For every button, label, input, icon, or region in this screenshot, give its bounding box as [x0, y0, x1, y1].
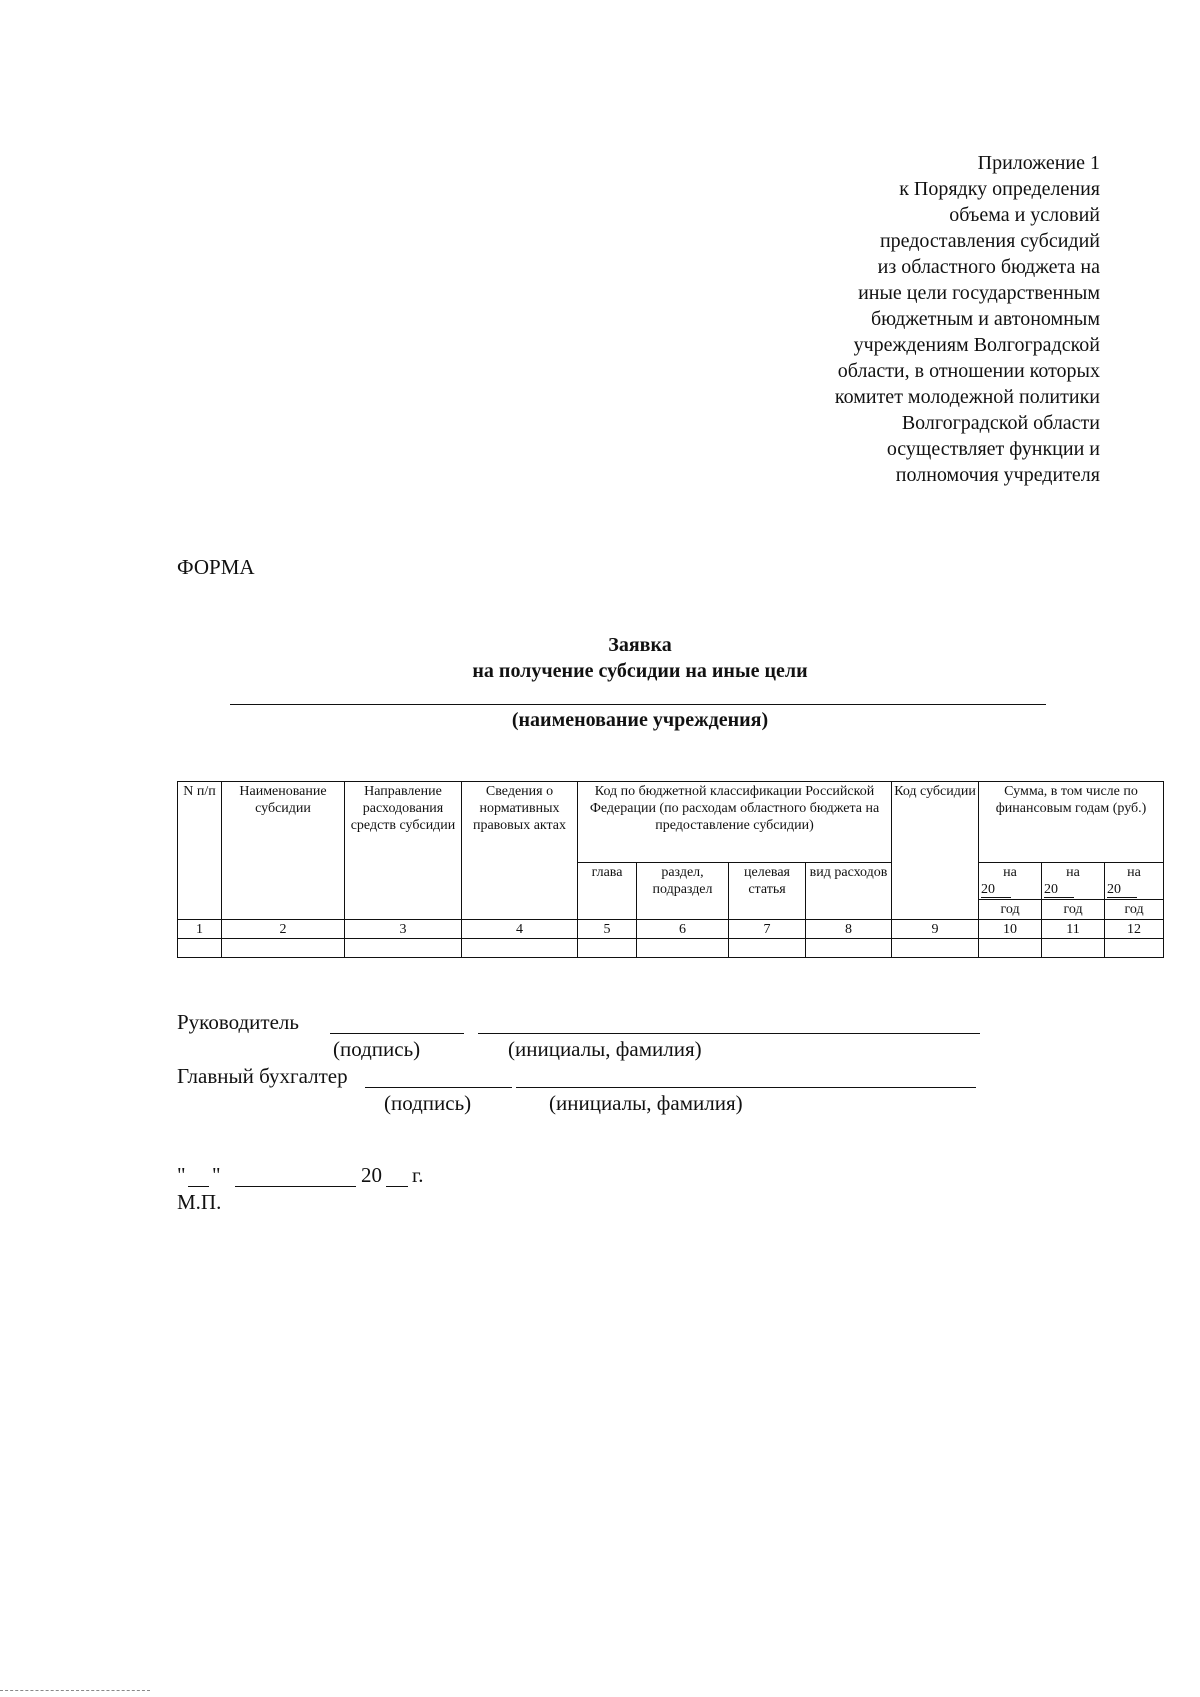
year-word: год: [979, 900, 1042, 920]
year-cell-2: [1042, 863, 1105, 900]
column-number: 9: [892, 920, 979, 939]
stamp-place: М.П.: [177, 1190, 222, 1214]
header-subsidy-name: Наименование субсидии: [222, 782, 345, 920]
appendix-line: объема и условий: [949, 204, 1100, 226]
date-year-suffix: г.: [412, 1163, 424, 1187]
head-label: Руководитель: [177, 1010, 299, 1034]
head-name-line: [478, 1033, 980, 1034]
column-number: 2: [222, 920, 345, 939]
column-number: 4: [462, 920, 578, 939]
year-cell-3: [1105, 863, 1164, 900]
title-line-2: на получение субсидии на иные цели: [472, 660, 808, 682]
accountant-label: Главный бухгалтер: [177, 1064, 348, 1088]
year-prefix: 20: [1044, 882, 1074, 898]
table-row: [178, 939, 1164, 958]
column-number: 6: [637, 920, 729, 939]
year-on: на: [1003, 865, 1017, 880]
table-cell: [1042, 939, 1105, 958]
table-cell: [178, 939, 222, 958]
header-direction: Направление расходования средств субсидии: [345, 782, 462, 920]
column-number: 7: [729, 920, 806, 939]
table-cell: [1105, 939, 1164, 958]
accountant-name-line: [516, 1087, 976, 1088]
table-cell: [806, 939, 892, 958]
appendix-line: полномочия учредителя: [895, 464, 1100, 486]
column-number: 12: [1105, 920, 1164, 939]
appendix-line: Приложение 1: [977, 152, 1100, 174]
date-quote-close: ": [212, 1163, 221, 1187]
date-quote-open: ": [177, 1163, 186, 1187]
column-number: 8: [806, 920, 892, 939]
header-subsidy-code: Код субсидии: [892, 782, 979, 920]
appendix-line: осуществляет функции и: [886, 438, 1100, 460]
year-word: год: [1105, 900, 1164, 920]
subheader-celevaya: целевая статья: [729, 863, 806, 920]
year-on: на: [1066, 865, 1080, 880]
column-number: 3: [345, 920, 462, 939]
appendix-line: к Порядку определения: [899, 178, 1100, 200]
table-cell: [462, 939, 578, 958]
appendix-line: иные цели государственным: [858, 282, 1100, 304]
accountant-signature-line: [365, 1087, 512, 1088]
date-year-prefix: 20: [361, 1163, 382, 1187]
table-cell: [892, 939, 979, 958]
table-cell: [222, 939, 345, 958]
date-month-line: [235, 1186, 356, 1187]
year-word: год: [1042, 900, 1105, 920]
table-cell: [578, 939, 637, 958]
scan-artifact: [0, 1690, 150, 1691]
appendix-line: Волгоградской области: [901, 412, 1100, 434]
appendix-header: [700, 150, 1100, 488]
appendix-line: области, в отношении которых: [837, 360, 1100, 382]
table-cell: [729, 939, 806, 958]
table-cell: [345, 939, 462, 958]
head-signature-line: [330, 1033, 464, 1034]
subheader-vid: вид расходов: [806, 863, 892, 920]
accountant-sign-caption: (подпись): [384, 1091, 472, 1115]
header-legal-acts: Сведения о нормативных правовых актах: [462, 782, 578, 920]
column-number: 1: [178, 920, 222, 939]
table-cell: [979, 939, 1042, 958]
subheader-glava: глава: [578, 863, 637, 920]
subheader-razdel: раздел, подраздел: [637, 863, 729, 920]
head-name-caption: (инициалы, фамилия): [508, 1037, 702, 1061]
year-prefix: 20: [981, 882, 1011, 898]
form-label: ФОРМА: [177, 555, 255, 579]
year-prefix: 20: [1107, 882, 1137, 898]
year-cell-1: [979, 863, 1042, 900]
appendix-line: учреждениям Волгоградской: [853, 334, 1100, 356]
appendix-line: комитет молодежной политики: [834, 386, 1100, 408]
appendix-line: предоставления субсидий: [879, 230, 1100, 252]
column-number: 11: [1042, 920, 1105, 939]
title-line-1: Заявка: [608, 634, 672, 656]
accountant-name-caption: (инициалы, фамилия): [549, 1091, 743, 1115]
header-sum: Сумма, в том числе по финансовым годам (руб.): [979, 782, 1164, 863]
date-year-line: [386, 1186, 408, 1187]
header-budget-code: Код по бюджетной классификации Российской Федерации (по расходам областного бюджета на предоставление субсидии): [578, 782, 892, 863]
document-title: [230, 632, 1050, 684]
institution-name-caption: (наименование учреждения): [511, 709, 769, 731]
column-number: 5: [578, 920, 637, 939]
head-sign-caption: (подпись): [333, 1037, 421, 1061]
appendix-line: из областного бюджета на: [877, 256, 1100, 278]
subsidy-request-table: [177, 781, 1164, 958]
table-cell: [637, 939, 729, 958]
table-header-row: [178, 782, 1164, 863]
date-day-line: [188, 1186, 209, 1187]
table-column-numbers-row: [178, 920, 1164, 939]
year-on: на: [1127, 865, 1141, 880]
institution-name-field-line: [230, 704, 1046, 705]
header-num: N п/п: [178, 782, 222, 920]
appendix-line: бюджетным и автономным: [870, 308, 1100, 330]
column-number: 10: [979, 920, 1042, 939]
